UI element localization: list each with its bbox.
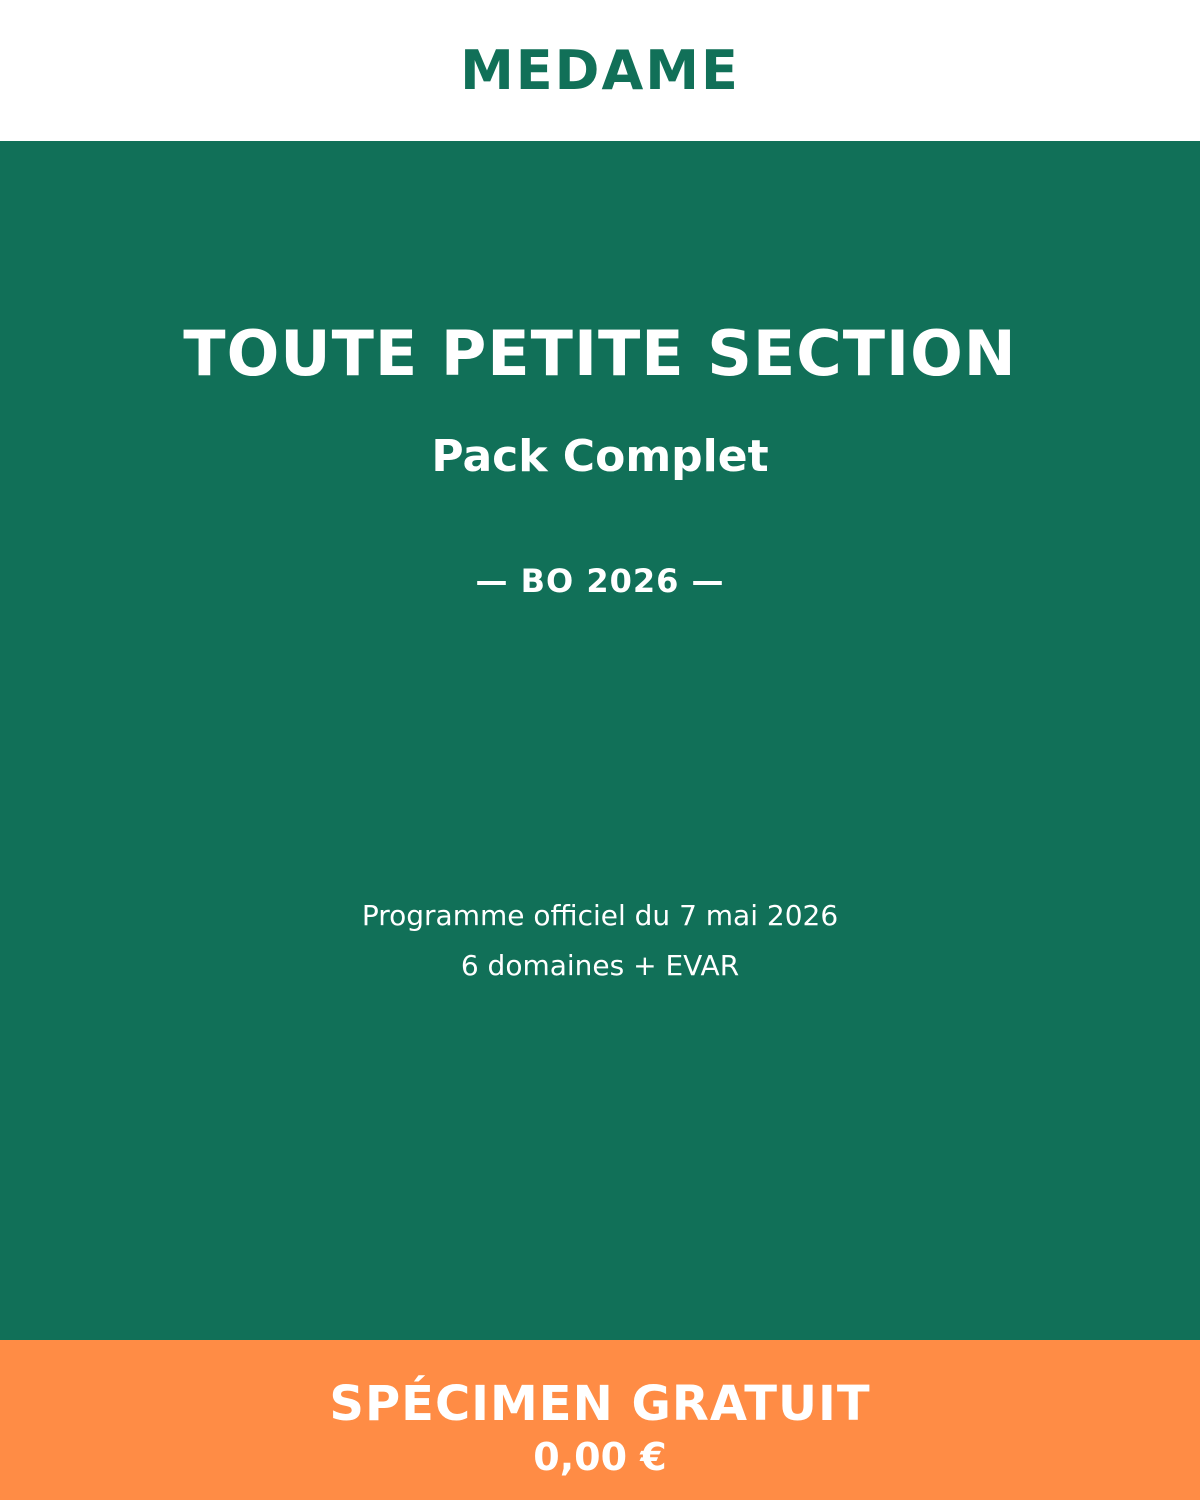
cover-panel (0, 141, 1200, 1340)
footer-banner (0, 1340, 1200, 1500)
page-subtitle: Pack Complet (431, 431, 769, 482)
header-bar (0, 0, 1200, 141)
specimen-badge: SPÉCIMEN GRATUIT (329, 1376, 871, 1432)
edition-label: — BO 2026 — (475, 562, 725, 600)
price-label: 0,00 € (533, 1435, 667, 1479)
brand-logo: MEDAME (460, 38, 740, 102)
description-line-2: 6 domaines + EVAR (460, 949, 740, 982)
page-title: TOUTE PETITE SECTION (183, 317, 1017, 390)
description-line-1: Programme officiel du 7 mai 2026 (361, 899, 839, 932)
